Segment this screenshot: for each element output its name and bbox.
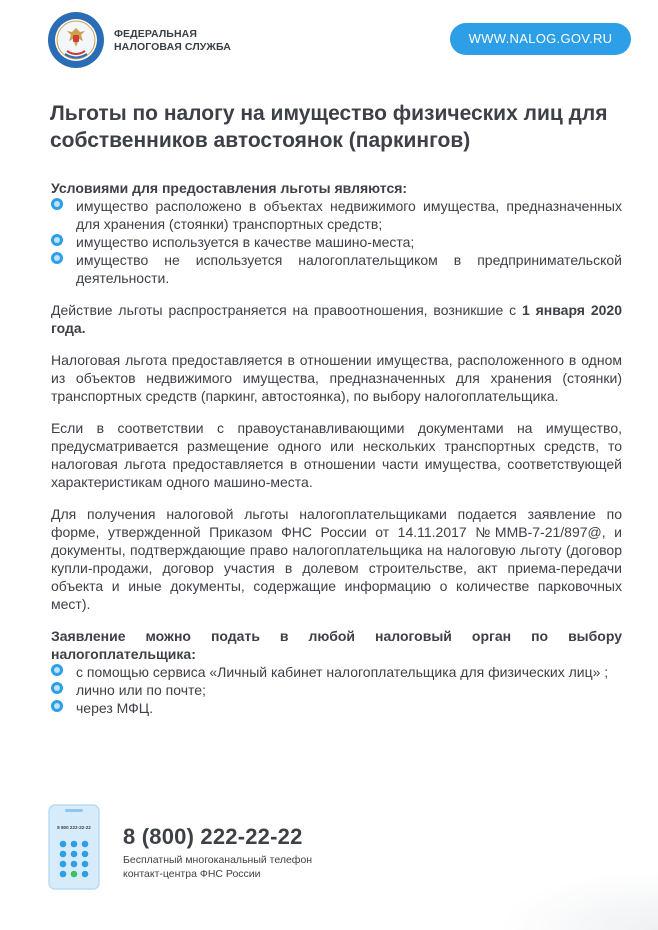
conditions-heading: Условиями для предоставления льготы являются: xyxy=(51,180,408,196)
blue-dot-icon xyxy=(51,682,63,694)
list-item-text: с помощью сервиса «Личный кабинет налогоплательщика для физических лиц» ; xyxy=(76,664,609,680)
blue-dot-icon xyxy=(51,252,63,264)
effective-text: Действие льготы распространяется на правоотношения, возникшие с xyxy=(51,302,522,318)
blue-dot-icon xyxy=(51,234,63,246)
paragraph-multiple-vehicles: Если в соответствии с правоустанавливающими документами на имущество, предусматривается размещение одного или нескольких транспортных средств, то налоговая льгота предоставляется в отношении части имущества, соответствующей характеристикам одного машино-места. xyxy=(51,420,622,490)
list-item xyxy=(51,251,622,287)
website-button[interactable]: WWW.NALOG.GOV.RU xyxy=(450,23,631,55)
logo-text xyxy=(114,28,231,54)
list-item-text: имущество не используется налогоплательщиком в предпринимательской деятельности. xyxy=(76,252,622,286)
page-title: Льготы по налогу на имущество физических лиц для собственников автостоянок (паркингов) xyxy=(50,102,608,152)
submission-heading: Заявление можно подать в любой налоговый орган по выбору налогоплательщика: xyxy=(51,628,622,662)
hotline-description xyxy=(123,853,312,881)
phone-screen-number: 8 800 222-22-22 xyxy=(57,825,91,830)
effective-date: 1 января 2020 года. xyxy=(51,302,622,336)
list-item xyxy=(51,681,622,699)
smartphone-icon xyxy=(48,804,100,890)
hotline-number: 8 (800) 222-22-22 xyxy=(123,824,303,849)
list-item xyxy=(51,233,622,251)
list-item xyxy=(51,663,622,681)
effective-paragraph xyxy=(51,301,622,337)
blue-dot-icon xyxy=(51,198,63,210)
corner-shadow xyxy=(498,870,658,930)
paragraph-selection: Налоговая льгота предоставляется в отношении имущества, расположенного в одном из объектов недвижимого имущества, предназначенных для хранения (стоянки) транспортных средств (паркинг, автостоянка), по выбору налогоплательщика. xyxy=(51,352,622,404)
blue-dot-icon xyxy=(51,664,63,676)
list-item-text: лично или по почте; xyxy=(76,682,206,698)
fns-emblem-icon xyxy=(47,11,105,69)
list-item-text: через МФЦ. xyxy=(76,700,154,716)
logo-line-2: НАЛОГОВАЯ СЛУЖБА xyxy=(114,41,231,53)
conditions-list xyxy=(51,197,622,287)
paragraph-application: Для получения налоговой льготы налогоплательщиками подается заявление по форме, утвержденной Приказом ФНС России от 14.11.2017 №ММВ-7-21/897@, и документы, подтверждающие право налогоплательщика на налоговую льготу (договор купли-продажи, договор участия в долевом строительстве, акт приема-передачи объекта и иные документы, содержащие информацию о количестве парковочных мест). xyxy=(51,506,622,612)
list-item xyxy=(51,197,622,233)
header xyxy=(0,0,658,80)
hotline-desc-line-1: Бесплатный многоканальный телефон xyxy=(123,854,313,866)
list-item-text: имущество используется в качестве машино-места; xyxy=(76,234,415,250)
hotline-desc-line-2: контакт-центра ФНС России xyxy=(123,868,261,880)
list-item-text: имущество расположено в объектах недвижимого имущества, предназначенных для хранения (стоянки) транспортных средств; xyxy=(76,198,622,232)
logo-line-1: ФЕДЕРАЛЬНАЯ xyxy=(114,28,197,40)
blue-dot-icon xyxy=(51,700,63,712)
main-content xyxy=(51,179,622,717)
submission-list xyxy=(51,663,622,717)
list-item xyxy=(51,699,622,717)
